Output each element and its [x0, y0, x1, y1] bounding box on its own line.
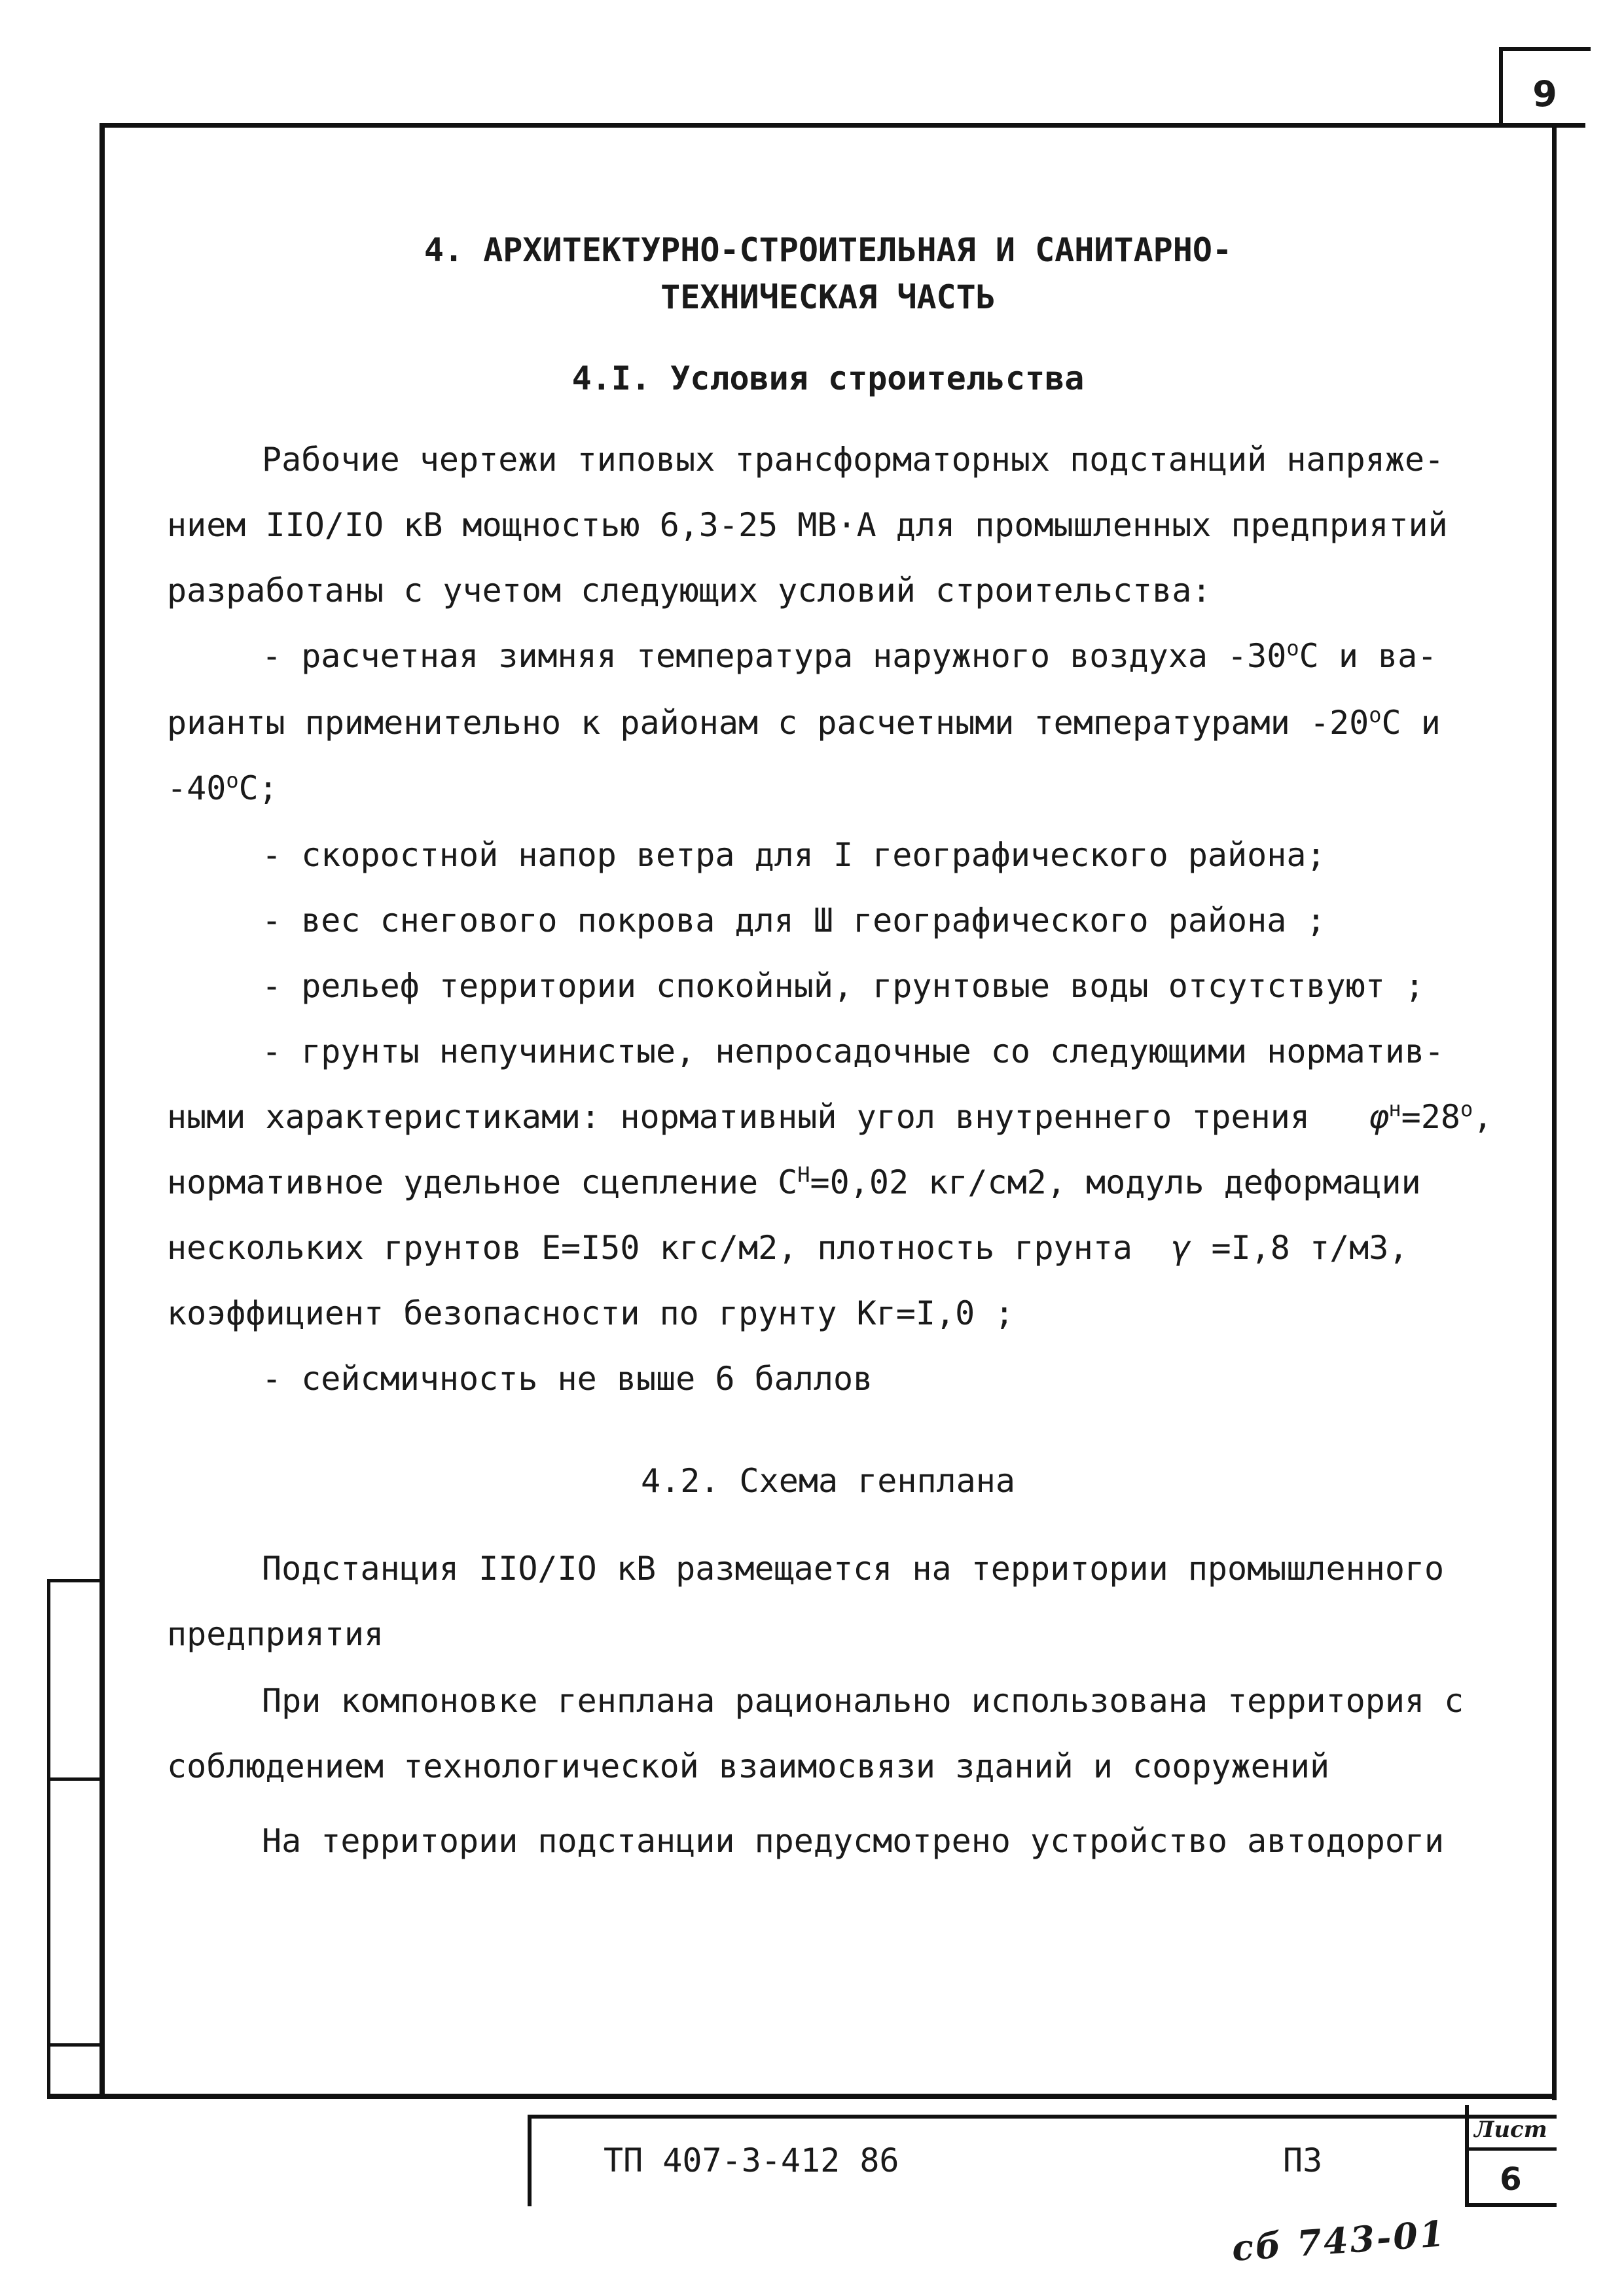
left-stamp-divider — [47, 1777, 105, 1781]
subsection-heading-site-plan: 4.2. Схема генплана — [641, 1462, 1015, 1500]
friction-angle-symbol: φ — [1369, 1098, 1389, 1136]
list-item-snow-load: - вес снегового покрова для Ш географического района ; — [262, 902, 1326, 939]
body-line — [167, 765, 278, 812]
text-run: =28 — [1401, 1098, 1460, 1136]
list-item-terrain: - рельеф территории спокойный, грунтовые воды отсутствуют ; — [262, 967, 1425, 1005]
body-line: нием IIO/IO кВ мощностью 6,3-25 МВ·А для промышленных предприятий — [167, 506, 1448, 544]
body-line — [167, 699, 1441, 746]
body-line: коэффициент безопасности по грунту Кг=I,0 ; — [167, 1294, 1015, 1332]
body-line — [167, 1224, 1409, 1271]
text-run: C; — [238, 769, 278, 807]
degree-sign: о — [1286, 636, 1299, 661]
frame-bottom-border — [47, 2094, 1557, 2099]
list-item-seismicity: - сейсмичность не выше 6 баллов — [262, 1360, 873, 1398]
frame-top-border — [99, 123, 1585, 128]
left-stamp-divider — [47, 2043, 105, 2047]
body-line: предприятия — [167, 1615, 384, 1653]
degree-sign: о — [1369, 702, 1382, 727]
body-line — [167, 1159, 1421, 1206]
body-line: На территории подстанции предусмотрено устройство автодороги — [262, 1822, 1445, 1860]
text-run: нормативное удельное сцепление С — [167, 1163, 798, 1201]
text-run: =0,02 кг/см2, модуль деформации — [810, 1163, 1421, 1201]
list-item-wind-pressure: - скоростной напор ветра для I географического района; — [262, 836, 1326, 874]
sheet-label: Лист — [1474, 2117, 1547, 2143]
text-run: -40 — [167, 769, 226, 807]
text-run: ными характеристиками: нормативный угол внутреннего трения — [167, 1098, 1310, 1136]
list-item-winter-temperature — [262, 632, 1437, 680]
degree-sign: о — [226, 768, 239, 793]
text-run: рианты применительно к районам с расчетными температурами -20 — [167, 704, 1369, 742]
title-block-left — [528, 2115, 532, 2206]
document-section: ПЗ — [1283, 2141, 1323, 2179]
title-block-bottom — [1465, 2203, 1557, 2207]
page-number-box-top — [1499, 47, 1591, 51]
body-line — [167, 1093, 1492, 1140]
section-heading-line1: 4. АРХИТЕКТУРНО-СТРОИТЕЛЬНАЯ И САНИТАРНО- — [424, 231, 1233, 269]
body-line: Подстанция IIO/IO кВ размещается на территории промышленного — [262, 1550, 1445, 1588]
density-symbol: γ — [1172, 1229, 1192, 1267]
sheet-number: 6 — [1500, 2161, 1522, 2198]
text-run: C и — [1381, 704, 1441, 742]
frame-left-border — [99, 123, 105, 2094]
title-block-sheet-divider — [1465, 2105, 1469, 2206]
section-heading-line2: ТЕХНИЧЕСКАЯ ЧАСТЬ — [660, 278, 996, 316]
text-run: - расчетная зимняя температура наружного воздуха -30 — [262, 637, 1287, 675]
superscript-n: н — [1388, 1097, 1401, 1121]
body-line: Рабочие чертежи типовых трансформаторных подстанций напряже- — [262, 441, 1445, 479]
frame-right-border — [1552, 123, 1557, 2100]
text-run: нескольких грунтов Е=I50 кгс/м2, плотность грунта — [167, 1229, 1133, 1267]
superscript-n: Н — [797, 1162, 810, 1187]
document-code: ТП 407-3-412 86 — [604, 2141, 899, 2179]
text-run: C и ва- — [1299, 637, 1437, 675]
left-stamp-top — [47, 1579, 105, 1582]
left-stamp-edge — [47, 1579, 50, 2096]
archive-number: сб 743-01 — [1230, 2212, 1448, 2269]
degree-sign: о — [1460, 1097, 1473, 1121]
title-block-sheet-divider — [1465, 2147, 1557, 2151]
body-line: соблюдением технологической взаимосвязи зданий и сооружений — [167, 1747, 1330, 1785]
body-line: разработаны с учетом следующих условий строительства: — [167, 572, 1212, 610]
list-item-soils: - грунты непучинистые, непросадочные со следующими норматив- — [262, 1032, 1445, 1070]
text-run: =I,8 т/м3, — [1211, 1229, 1409, 1267]
title-block-top — [532, 2115, 1557, 2119]
page-number-box-left — [1499, 47, 1503, 127]
body-line: При компоновке генплана рационально использована территория с — [262, 1682, 1464, 1720]
page-number: 9 — [1532, 73, 1557, 115]
text-run: , — [1473, 1098, 1493, 1136]
subsection-heading-conditions: 4.I. Условия строительства — [571, 359, 1085, 397]
